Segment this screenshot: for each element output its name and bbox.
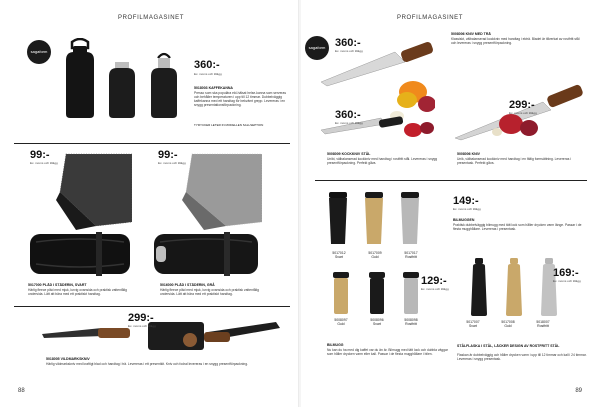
pled-svart-image: [26, 149, 132, 280]
bilmugg-title: BILMUGG: [327, 343, 344, 347]
kockkniv-ek-price-note: Ex. moms och tillägg: [509, 111, 537, 115]
variant-label: 5017017 Rostfritt: [404, 251, 418, 260]
kaffekanna-extra: TYRYCKER LETER IN MODELLEN SALLSEPTION: [194, 123, 264, 127]
variant-label: 5018007 Rostfritt: [536, 320, 550, 329]
variant-label: 5008096 Svart: [370, 318, 384, 327]
pled-gra-image: [152, 149, 262, 280]
variant-label: 5008098 Rostfritt: [404, 318, 418, 327]
flaska-title: STÅLFLASKA I STÅL, LÄCKER DESIGN AV ROSTFRITT STÅL: [457, 344, 560, 348]
kockkniv-ek-price: 299:-: [509, 99, 535, 111]
flaska-price-note: Ex. moms och tillägg: [553, 279, 581, 283]
section-divider: [315, 180, 587, 181]
pled-svart-description: Härlig fleece pläd med mjuk, lurvig ovansida och praktisk vattentålig undersida. Lätt att bära med ett praktiskt handtag.: [28, 288, 127, 297]
flaska-price: 169:-: [553, 267, 579, 279]
kockkniv-main-description: Klassiskt, välbalanserad kockkniv med handtag i ekträ. Bladet är tillverkat av rostfritt stål och levereras i snygg presentförpackning.: [451, 37, 580, 46]
thermos-bottle-2: [109, 62, 135, 118]
vildmarkskniv-title: 5018005 VILDMARKSKNIV: [46, 357, 90, 361]
bilmugg-image: [331, 272, 423, 316]
vildmarkskniv-description: Härlig vildmarkskniv med kraftigt blad och handtag i trä. Levereras i ett presentkit. Kniv och fodral levereras i en snygg presentförpackning.: [46, 362, 248, 366]
bottle-gold: [506, 258, 522, 316]
termosmugg-title: BILMUGGEN: [453, 218, 475, 222]
flaska-description: Flaskan är dubbelväggig och håller drycken varm i upp till 12 timmar och kall i 24 timmar. Levereras i snygg presentask.: [457, 353, 587, 362]
kockkniv-ek-description: Unik, välbalanserad kockkniv med handtag i en fältig formsättning. Levereras i presentask. Perfekt gåva.: [457, 157, 571, 166]
variant-label: 5017007 Svart: [466, 320, 480, 329]
variant-label: 5008097 Guld: [334, 318, 348, 327]
pled-gra-price-note: Ex. moms och tillägg: [158, 161, 186, 165]
kockkniv-ek-title: 5008006 KNIV: [457, 152, 480, 156]
kaffekanna-title: 5018003 KAFFEKANNA: [194, 86, 233, 90]
pled-svart-price-note: Ex. moms och tillägg: [30, 161, 58, 165]
vildmarkskniv-image: [40, 318, 290, 354]
bilmugg-price-note: Ex. moms och tillägg: [421, 287, 449, 291]
magazine-header-right: PROFILMAGASINET: [397, 15, 464, 21]
mug-gold: [365, 192, 383, 244]
pled-gra-title: 5016000 PLÄD I STÄDERIN, GRÅ: [160, 283, 215, 287]
bottle-black: [471, 258, 487, 316]
termosmugg-price-note: Ex. moms och tillägg: [453, 207, 481, 211]
kaffekanna-image: [60, 38, 190, 118]
magazine-header-left: PROFILMAGASINET: [118, 15, 185, 21]
mug-steel: [401, 192, 419, 244]
variant-label: 5017012 Svart: [332, 251, 346, 260]
bilmugg-description: Nu kan du ha med dig kaffet var du än är. Bilmugg med tätt lock och dubbla väggar som håller drycken varm eller kall. Passar i de flesta mugghållare i bilen.: [327, 348, 448, 357]
kockkniv-main-title: 5008006 KNIV MED TRÄ: [451, 32, 491, 36]
vildmarkskniv-price: 299:-: [128, 312, 154, 324]
kockkniv-stal-title: 5008009 KOCKKNIV STÅL: [327, 152, 371, 156]
pled-svart-price: 99:-: [30, 149, 50, 161]
pled-svart-title: 5017000 PLÄD I STÄDERIN, SVART: [28, 283, 87, 287]
termosmugg-image: [325, 190, 425, 246]
variant-label: 5017009 Guld: [368, 251, 382, 260]
kockkniv-stal-price: 360:-: [335, 109, 361, 121]
termosmugg-description: Praktisk dubbelväggig bilmugg med tätt lock som håller drycken varm länge. Passar i de flesta mugghållare. Levereras i presentask.: [453, 223, 582, 232]
pled-gra-price: 99:-: [158, 149, 178, 161]
page-number-left: 88: [18, 388, 25, 394]
mug-gold: [333, 272, 349, 314]
section-divider: [14, 143, 290, 144]
kaffekanna-price: 360:-: [194, 59, 220, 71]
bilmugg-price: 129:-: [421, 275, 447, 287]
vildmarkskniv-price-note: Ex. moms och tillägg: [128, 324, 156, 328]
flaska-image: [467, 258, 561, 318]
termosmugg-price: 149:-: [453, 195, 479, 207]
thermos-bottle-3: [151, 54, 177, 118]
brand-logo-right: sagaform: [305, 36, 329, 60]
kockkniv-stal-price-note: Ex. moms och tillägg: [335, 121, 363, 125]
mug-black: [329, 192, 347, 244]
page-number-right: 89: [575, 388, 582, 394]
right-page: [301, 0, 600, 407]
variant-label: 5017008 Guld: [501, 320, 515, 329]
brand-logo-left: sagaform: [27, 40, 51, 64]
pled-gra-description: Härlig fleece pläd med mjuk, lurvig ovansida och praktisk vattentålig undersida. Lätt att bära med ett praktiskt handtag.: [160, 288, 259, 297]
kockkniv-main-price: 360:-: [335, 37, 361, 49]
kaffekanna-price-note: Ex. moms och tillägg: [194, 72, 222, 76]
mug-steel: [403, 272, 419, 314]
thermos-bottle-1: [66, 39, 94, 118]
mug-black: [369, 272, 385, 314]
kaffekanna-description: Presso som ska populära eld-hälsat helse-kanna som serveras och behåller temperaturen i upp till 12 timmar. Dubbelväggig kaffekanna med ett handtag för bekvämt grepp. Levereras i en snygg presentationsförpackning.: [194, 91, 286, 108]
section-divider: [14, 306, 290, 307]
kockkniv-stal-description: Unikt, välbalanserad kockkniv med handtag i rostfritt stål. Levereras i snygg presentförpackning. Perfekt gåva.: [327, 157, 438, 166]
left-page: [0, 0, 299, 407]
kockkniv-main-price-note: Ex. moms och tillägg: [335, 49, 363, 53]
